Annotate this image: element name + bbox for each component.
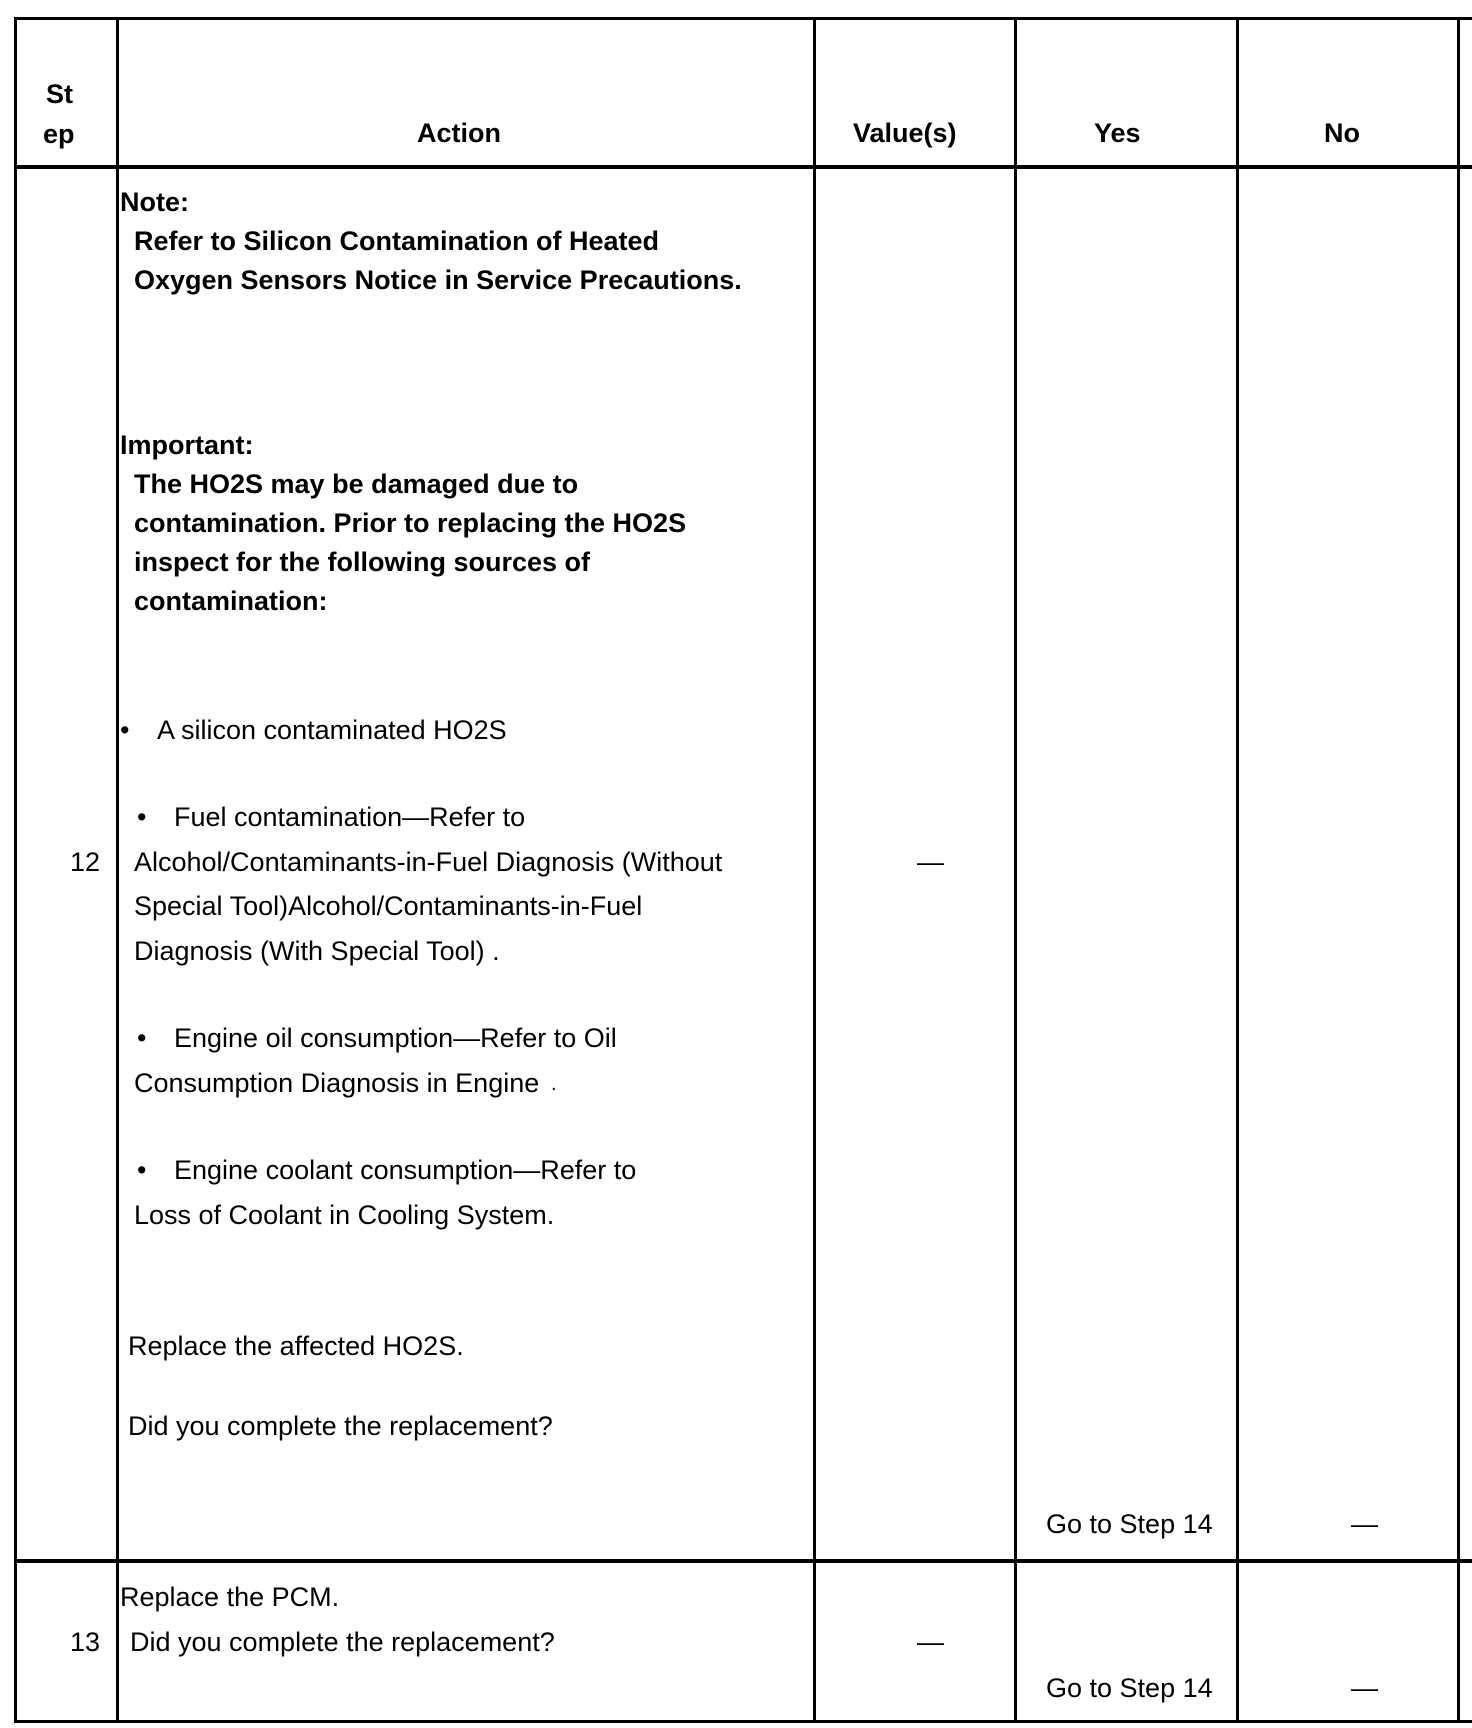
note-text-line1: Refer to Silicon Contamination of Heated	[134, 226, 660, 256]
replace-instruction: Replace the affected HO2S.	[128, 1331, 464, 1361]
header-values: Value(s)	[853, 118, 957, 148]
bullet-glyph: •	[137, 1023, 147, 1053]
important-text-line3: inspect for the following sources of	[134, 547, 591, 577]
header-step-line1: St	[46, 79, 73, 109]
important-text-line1: The HO2S may be damaged due to	[134, 469, 579, 499]
replacement-question: Did you complete the replacement?	[130, 1627, 555, 1657]
header-no: No	[1324, 118, 1360, 148]
bullet-text-tail: .	[551, 1073, 557, 1095]
step-number-12: 12	[70, 847, 101, 877]
value-dash: —	[917, 847, 944, 877]
bullet-text: Fuel contamination—Refer to	[174, 802, 526, 832]
important-label: Important:	[120, 430, 254, 460]
column-border-right	[1457, 17, 1460, 1723]
bullet-text: Engine coolant consumption—Refer to	[174, 1155, 637, 1185]
header-yes: Yes	[1094, 118, 1141, 148]
row-divider	[14, 1559, 1472, 1563]
bullet-text: A silicon contaminated HO2S	[157, 715, 507, 745]
important-text-line2: contamination. Prior to replacing the HO2S	[134, 508, 687, 538]
column-divider-yes	[1236, 17, 1239, 1723]
column-border-left	[14, 17, 17, 1723]
bullet-glyph: •	[137, 802, 147, 832]
no-dash: —	[1351, 1673, 1378, 1703]
bullet-text: Engine oil consumption—Refer to Oil	[174, 1023, 617, 1053]
value-dash: —	[917, 1627, 944, 1657]
note-text-line2: Oxygen Sensors Notice in Service Precautions.	[134, 265, 742, 295]
replace-pcm-instruction: Replace the PCM.	[120, 1582, 340, 1612]
column-divider-action	[813, 17, 816, 1723]
no-dash: —	[1351, 1509, 1378, 1539]
yes-goto-step: Go to Step 14	[1046, 1509, 1213, 1539]
bullet-text-continued: Special Tool)Alcohol/Contaminants-in-Fuel	[134, 891, 643, 921]
header-step-line2: ep	[43, 119, 75, 149]
important-text-line4: contamination:	[134, 586, 328, 616]
header-divider	[14, 165, 1472, 169]
bullet-text-continued: Consumption Diagnosis in Engine	[134, 1068, 540, 1098]
table-border-top	[14, 17, 1472, 20]
bullet-glyph: •	[120, 715, 130, 745]
table-border-bottom	[14, 1720, 1472, 1723]
header-action: Action	[417, 118, 501, 148]
column-divider-values	[1014, 17, 1017, 1723]
column-divider-step	[116, 17, 119, 1723]
note-label: Note:	[120, 187, 189, 217]
replacement-question: Did you complete the replacement?	[128, 1411, 553, 1441]
bullet-text-continued: Loss of Coolant in Cooling System.	[134, 1200, 555, 1230]
step-number-13: 13	[70, 1627, 101, 1657]
bullet-glyph: •	[137, 1155, 147, 1185]
bullet-text-continued: Alcohol/Contaminants-in-Fuel Diagnosis (Without	[134, 847, 723, 877]
bullet-text-continued: Diagnosis (With Special Tool) .	[134, 936, 500, 966]
yes-goto-step: Go to Step 14	[1046, 1673, 1213, 1703]
